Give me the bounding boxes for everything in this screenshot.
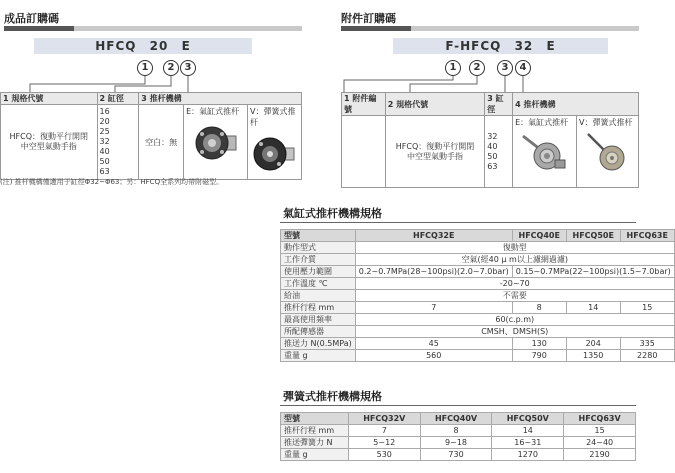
left-section-title: 成品訂購碼 [4, 12, 59, 25]
right-code-suffix: E [546, 39, 556, 53]
right-v-cell [577, 116, 639, 188]
cyl-row-label: 工作溫度 ℃ [281, 278, 356, 290]
spring-row-value: 530 [348, 449, 420, 461]
spring-row-label: 重量 g [281, 449, 349, 461]
cyl-table-title: 氣缸式推杆機構規格 [283, 207, 382, 220]
cyl-row-value: 14 [566, 302, 620, 314]
right-hdr-accessory: 1 附件編號 [342, 93, 386, 116]
left-bore-list: 16 20 25 32 40 50 63 [97, 105, 139, 180]
cyl-row-label: 動作型式 [281, 242, 356, 254]
cyl-row-label: 重量 g [281, 350, 356, 362]
right-hdr-spec: 2 規格代號 [385, 93, 484, 116]
left-v-label: V：彈簧式推杆 [249, 107, 296, 127]
cyl-row-value: 1350 [566, 350, 620, 362]
cyl-row-value: 8 [512, 302, 566, 314]
cyl-row-value: 60(c.p.m) [355, 314, 674, 326]
spring-table-title: 彈簧式推杆機構規格 [283, 390, 382, 403]
right-section-title: 附件訂購碼 [341, 12, 396, 25]
right-v-label: V：彈簧式推杆 [579, 118, 633, 127]
cyl-row-value: 7 [355, 302, 512, 314]
left-code-prefix: HFCQ [95, 39, 137, 53]
cyl-row-value: 空氣(經40 μ m以上濾網過濾) [355, 254, 674, 266]
cyl-row-value: 15 [620, 302, 674, 314]
cyl-hdr-model: 型號 [281, 230, 356, 242]
left-order-table [0, 92, 302, 180]
spring-row-value: 8 [420, 425, 492, 437]
spring-row-value: 2190 [564, 449, 636, 461]
right-circle-4: 4 [515, 60, 531, 76]
cyl-row-value: 560 [355, 350, 512, 362]
right-circle-3: 3 [497, 60, 513, 76]
spring-hdr-50: HFCQ50V [492, 413, 564, 425]
cyl-row-value: CMSH、DMSH(S) [355, 326, 674, 338]
cyl-hdr-40: HFCQ40E [512, 230, 566, 242]
spring-row-label: 推送彈簧力 N [281, 437, 349, 449]
spring-row-value: 9~18 [420, 437, 492, 449]
cyl-row-label: 使用壓力範圍 [281, 266, 356, 278]
spring-spec-table [280, 412, 636, 461]
left-e-cell [184, 105, 248, 180]
cyl-row-label: 所配傳感器 [281, 326, 356, 338]
cyl-row-value: 790 [512, 350, 566, 362]
left-circle-2: 2 [163, 60, 179, 76]
right-accessory-cell [342, 116, 386, 188]
left-e-label: E：氣缸式推杆 [186, 107, 240, 116]
cyl-row-value: -20~70 [355, 278, 674, 290]
right-order-table [341, 92, 639, 188]
left-hdr-push: 3 推杆機構 [139, 93, 302, 105]
cyl-row-label: 給油 [281, 290, 356, 302]
left-connector-lines [0, 0, 320, 100]
spring-row-value: 15 [564, 425, 636, 437]
spring-row-value: 16~31 [492, 437, 564, 449]
cyl-row-value: 復動型 [355, 242, 674, 254]
cyl-row-value: 2280 [620, 350, 674, 362]
spring-accessory-image [584, 130, 632, 178]
left-blank-option: 空白：無 [139, 105, 184, 180]
spring-hdr-32: HFCQ32V [348, 413, 420, 425]
cyl-hdr-63: HFCQ63E [620, 230, 674, 242]
left-code-num: 20 [149, 39, 169, 53]
left-code-suffix: E [181, 39, 191, 53]
right-hdr-push: 4 推杆機構 [513, 93, 639, 116]
cyl-row-value: 0.15~0.7MPa(22~100psi)(1.5~7.0bar) [512, 266, 674, 278]
spring-row-value: 7 [348, 425, 420, 437]
bore-note: (注) 推杆機構僅適用于缸徑Φ32~Φ63；另：HFCQ全系列均帶附磁型。 [0, 178, 224, 186]
right-circle-1: 1 [445, 60, 461, 76]
right-code-num: 32 [514, 39, 534, 53]
right-spec-cell: HFCQ：復動平行開閉 中空型氣動手指 [385, 116, 484, 188]
right-connector-lines [320, 0, 639, 100]
spring-row-value: 14 [492, 425, 564, 437]
left-circle-1: 1 [137, 60, 153, 76]
spring-push-rod-image [250, 130, 298, 178]
cyl-row-value: 0.2~0.7MPa(28~100psi)(2.0~7.0bar) [355, 266, 512, 278]
cyl-hdr-50: HFCQ50E [566, 230, 620, 242]
left-v-cell [247, 105, 301, 180]
cyl-row-value: 204 [566, 338, 620, 350]
left-circle-3: 3 [180, 60, 196, 76]
spring-row-value: 5~12 [348, 437, 420, 449]
left-hdr-bore: 2 缸徑 [97, 93, 139, 105]
cyl-row-label: 工作介質 [281, 254, 356, 266]
cyl-row-label: 推杆行程 mm [281, 302, 356, 314]
cyl-spec-table [280, 229, 675, 362]
right-e-label: E：氣缸式推杆 [515, 118, 569, 127]
spring-hdr-40: HFCQ40V [420, 413, 492, 425]
cyl-row-label: 推送力 N(0.5MPa) [281, 338, 356, 350]
spring-row-value: 24~40 [564, 437, 636, 449]
cyl-title-underline [280, 222, 636, 223]
right-circle-2: 2 [469, 60, 485, 76]
right-e-cell [513, 116, 577, 188]
spring-row-value: 730 [420, 449, 492, 461]
cyl-row-value: 335 [620, 338, 674, 350]
spring-hdr-63: HFCQ63V [564, 413, 636, 425]
spring-row-label: 推杆行程 mm [281, 425, 349, 437]
cylinder-accessory-image [521, 130, 569, 178]
cyl-row-value: 130 [512, 338, 566, 350]
spring-hdr-model: 型號 [281, 413, 349, 425]
spring-row-value: 1270 [492, 449, 564, 461]
cyl-hdr-32: HFCQ32E [355, 230, 512, 242]
cyl-row-label: 最高使用頻率 [281, 314, 356, 326]
spring-title-underline [280, 405, 636, 406]
cyl-row-value: 45 [355, 338, 512, 350]
cylinder-push-rod-image [192, 119, 240, 167]
left-spec-cell: HFCQ：復動平行開閉 中空型氣動手指 [1, 105, 98, 180]
cyl-row-value: 不需要 [355, 290, 674, 302]
right-bore-list: 32 40 50 63 [485, 116, 513, 188]
right-hdr-bore: 3 缸徑 [485, 93, 513, 116]
left-hdr-spec: 1 規格代號 [1, 93, 98, 105]
right-code-prefix: F-HFCQ [445, 39, 502, 53]
